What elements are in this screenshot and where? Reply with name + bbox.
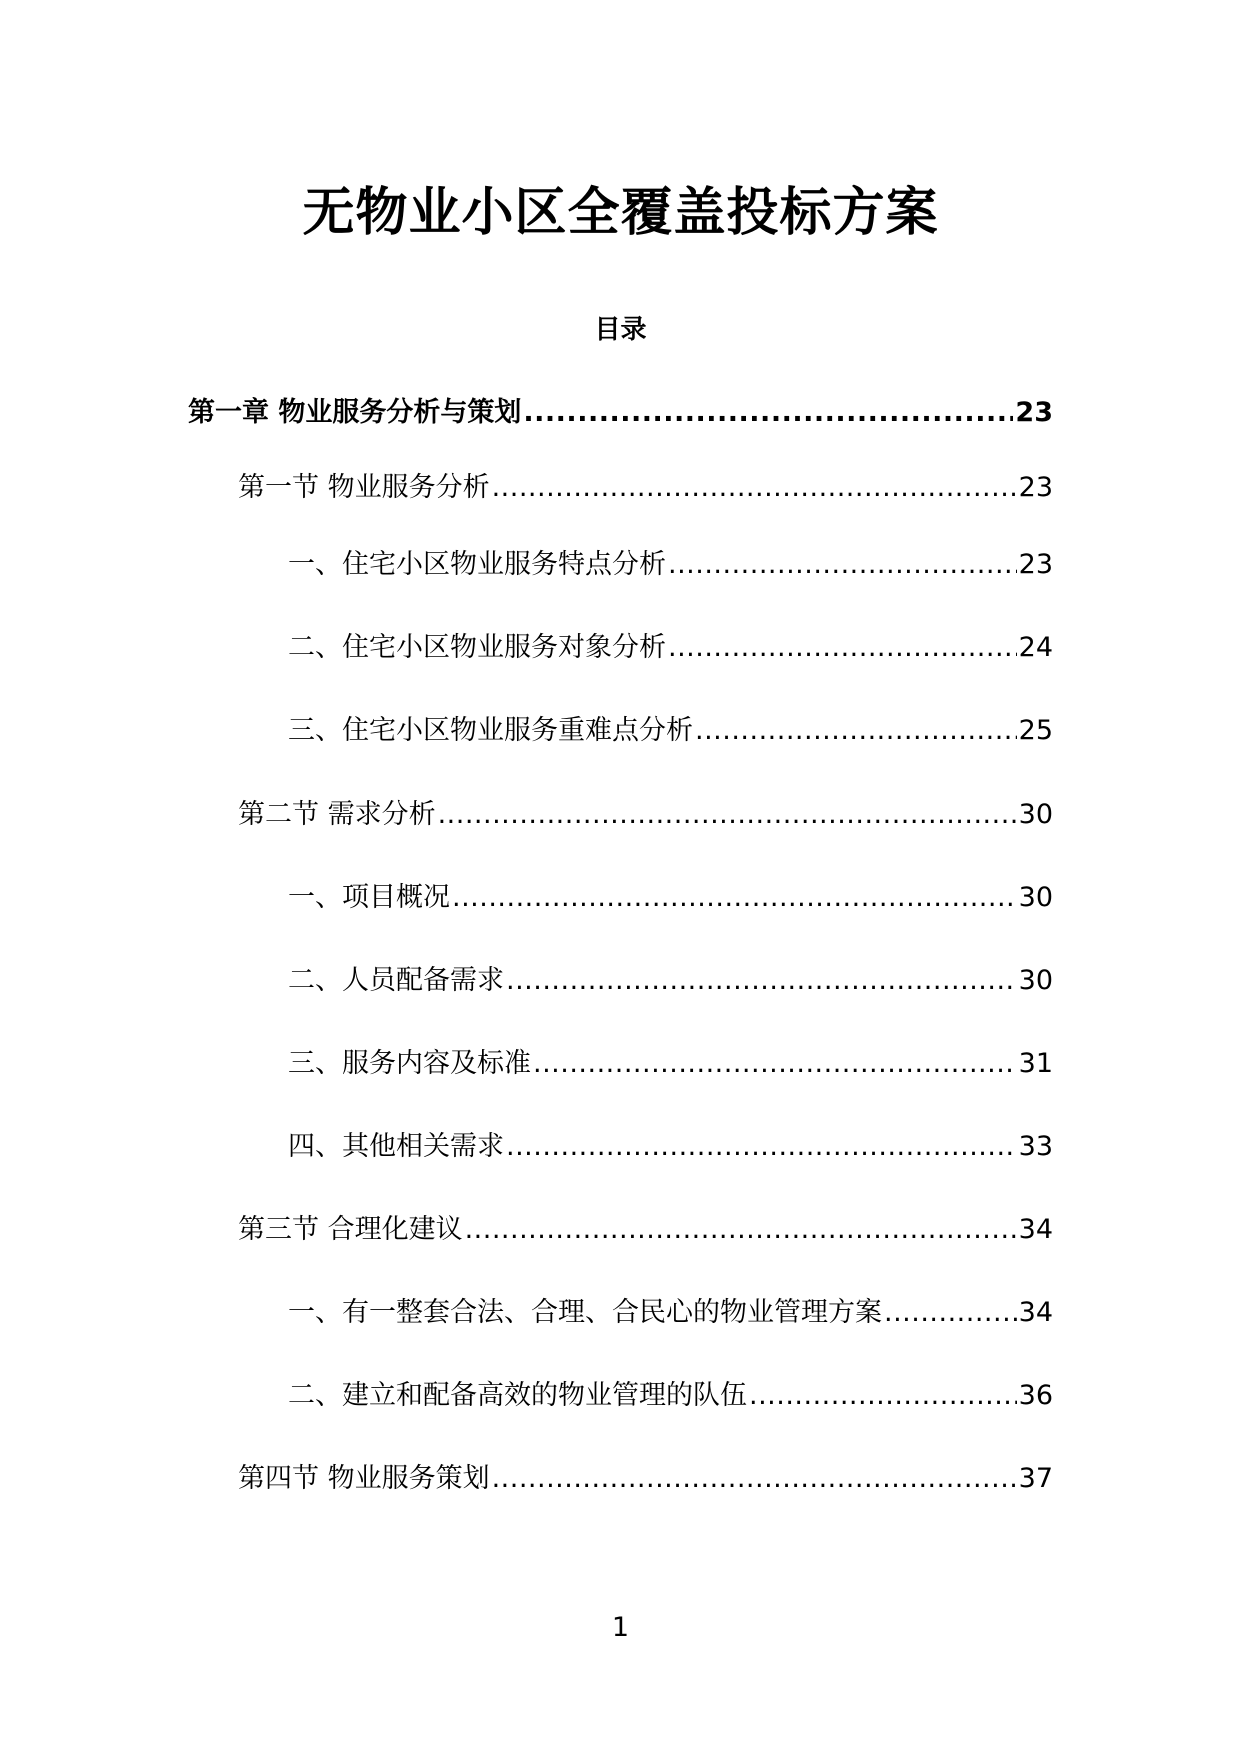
- toc-entry-subsection[interactable]: [288, 545, 1053, 585]
- toc-leader-dots: [523, 393, 1013, 433]
- toc-entry-label: 第三节 合理化建议: [238, 1214, 463, 1245]
- toc-entry-page: 34: [1018, 1214, 1053, 1245]
- toc-leader-dots: [884, 1293, 1017, 1333]
- toc-entry-label: 二、人员配备需求: [288, 965, 504, 996]
- toc-leader-dots: [749, 1376, 1017, 1416]
- toc-entry-subsection[interactable]: [288, 961, 1053, 1001]
- toc-entry-label: 一、项目概况: [288, 882, 450, 913]
- toc-entry-subsection[interactable]: [288, 1293, 1053, 1333]
- toc-entry-subsection[interactable]: [288, 628, 1053, 668]
- toc-leader-dots: [452, 878, 1017, 918]
- toc-entry-page: 30: [1018, 882, 1053, 913]
- toc-heading: 目录: [594, 315, 647, 345]
- toc-leader-dots: [668, 545, 1017, 585]
- toc-entry-page: 37: [1018, 1463, 1053, 1494]
- toc-entry-section-3[interactable]: [238, 1210, 1053, 1250]
- toc-entry-subsection[interactable]: [288, 1376, 1053, 1416]
- toc-entry-label: 一、住宅小区物业服务特点分析: [288, 549, 666, 580]
- toc-entry-page: 31: [1018, 1048, 1053, 1079]
- toc-entry-label: 二、建立和配备高效的物业管理的队伍: [288, 1380, 747, 1411]
- toc-leader-dots: [492, 468, 1017, 508]
- toc-leader-dots: [506, 1127, 1017, 1167]
- toc-entry-label: 第二节 需求分析: [238, 799, 436, 830]
- toc-entry-subsection[interactable]: [288, 878, 1053, 918]
- toc-entry-subsection[interactable]: [288, 711, 1053, 751]
- toc-entry-page: 23: [1018, 472, 1053, 503]
- toc-entry-chapter-1[interactable]: [188, 393, 1053, 433]
- toc-entry-subsection[interactable]: [288, 1127, 1053, 1167]
- toc-entry-label: 第一节 物业服务分析: [238, 472, 490, 503]
- page-number: 1: [611, 1612, 630, 1643]
- toc-entry-section-1[interactable]: [238, 468, 1053, 508]
- toc-entry-page: 25: [1018, 715, 1053, 746]
- toc-leader-dots: [668, 628, 1017, 668]
- toc-entry-page: 23: [1015, 397, 1053, 428]
- toc-leader-dots: [533, 1044, 1017, 1084]
- toc-entry-label: 三、住宅小区物业服务重难点分析: [288, 715, 693, 746]
- toc-leader-dots: [465, 1210, 1017, 1250]
- document-title: 无物业小区全覆盖投标方案: [302, 183, 939, 243]
- toc-entry-label: 第一章 物业服务分析与策划: [188, 397, 522, 428]
- toc-leader-dots: [492, 1459, 1017, 1499]
- toc-entry-label: 三、服务内容及标准: [288, 1048, 531, 1079]
- toc-entry-label: 二、住宅小区物业服务对象分析: [288, 632, 666, 663]
- toc-entry-page: 30: [1018, 965, 1053, 996]
- toc-entry-section-2[interactable]: [238, 795, 1053, 835]
- toc-entry-label: 一、有一整套合法、合理、合民心的物业管理方案: [288, 1297, 882, 1328]
- toc-leader-dots: [695, 711, 1017, 751]
- toc-entry-section-4[interactable]: [238, 1459, 1053, 1499]
- toc-entry-page: 34: [1018, 1297, 1053, 1328]
- toc-entry-page: 23: [1018, 549, 1053, 580]
- toc-entry-page: 33: [1018, 1131, 1053, 1162]
- toc-leader-dots: [506, 961, 1017, 1001]
- toc-entry-page: 36: [1018, 1380, 1053, 1411]
- toc-entry-label: 四、其他相关需求: [288, 1131, 504, 1162]
- toc-entry-label: 第四节 物业服务策划: [238, 1463, 490, 1494]
- toc-entry-page: 30: [1018, 799, 1053, 830]
- toc-entry-subsection[interactable]: [288, 1044, 1053, 1084]
- toc-leader-dots: [438, 795, 1017, 835]
- toc-entry-page: 24: [1018, 632, 1053, 663]
